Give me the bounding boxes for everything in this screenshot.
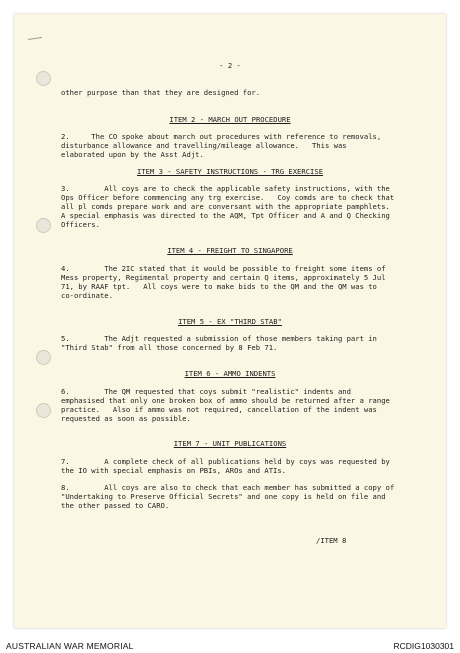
paragraph-line: A special emphasis was directed to the AQM, Tpt Officer and A and Q Checking: [61, 211, 390, 220]
paragraph-line: 3. All coys are to check the applicable safety instructions, with the: [61, 184, 390, 193]
paragraph-line: elaborated upon by the Asst Adjt.: [61, 150, 204, 159]
paragraph-line: the IO with special emphasis on PBIs, AROs and ATIs.: [61, 466, 287, 475]
paragraph-line: requested as soon as possible.: [61, 414, 191, 423]
paragraph-line: 2. The CO spoke about march out procedures with reference to removals,: [61, 132, 382, 141]
paragraph-line: the other passed to CARO.: [61, 501, 170, 510]
paragraph-line: all pl comds prepare work and are conversant with the appropriate pamphlets.: [61, 202, 390, 211]
item-heading: ITEM 6 - AMMO INDENTS: [184, 369, 276, 378]
item-heading: ITEM 5 - EX "THIRD STAB": [178, 317, 282, 326]
paragraph-line: Mess property, Regimental property and certain Q items, approximately 5 Jul: [61, 273, 386, 282]
paragraph-line: "Undertaking to Preserve Official Secrets" and one copy is held on file and: [61, 492, 386, 501]
paragraph-line: 8. All coys are also to check that each member has submitted a copy of: [61, 483, 395, 492]
paragraph-line: disturbance allowance and travelling/mileage allowance. This was: [61, 141, 347, 150]
footer-id: RCDIG1030301: [393, 641, 454, 651]
paragraph-line: practice. Also if ammo was not required, cancellation of the indent was: [61, 405, 377, 414]
document-text: [14, 14, 446, 628]
footer-source: AUSTRALIAN WAR MEMORIAL: [6, 641, 134, 651]
item-heading: ITEM 4 - FREIGHT TO SINGAPORE: [167, 246, 293, 255]
paragraph-line: emphasised that only one broken box of ammo should be returned after a range: [61, 396, 390, 405]
paragraph-line: 7. A complete check of all publications held by coys was requested by: [61, 457, 390, 466]
item-heading: ITEM 2 - MARCH OUT PROCEDURE: [169, 115, 291, 124]
paragraph-line: "Third Stab" from all those concerned by 8 Feb 71.: [61, 343, 278, 352]
paragraph-line: 5. The Adjt requested a submission of those members taking part in: [61, 334, 377, 343]
item-heading: ITEM 3 - SAFETY INSTRUCTIONS - TRG EXERCISE: [136, 167, 324, 176]
item-heading: ITEM 7 - UNIT PUBLICATIONS: [173, 439, 287, 448]
archive-footer: [0, 633, 460, 653]
document-page: [14, 14, 446, 628]
paragraph-line: 6. The QM requested that coys submit "realistic" indents and: [61, 387, 351, 396]
page-number: - 2 -: [219, 61, 241, 70]
continuation-text: other purpose than that they are designed for.: [61, 88, 261, 97]
paragraph-line: Ops Officer before commencing any trg exercise. Coy comds are to check that: [61, 193, 395, 202]
paragraph-line: 71, by RAAF tpt. All coys were to make bids to the QM and the QM was to: [61, 282, 377, 291]
paragraph-line: 4. The 2IC stated that it would be possible to freight some items of: [61, 264, 386, 273]
paragraph-line: Officers.: [61, 220, 100, 229]
paragraph-line: co-ordinate.: [61, 291, 113, 300]
next-item-reference: /ITEM 8: [316, 536, 347, 545]
